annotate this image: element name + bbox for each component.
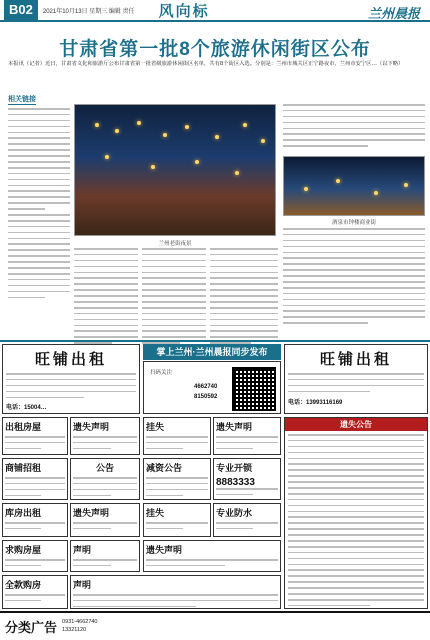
rent-ad-right-phone: 电话：13993116169	[288, 399, 343, 406]
center-phone-1: 4662740	[194, 384, 218, 390]
masthead	[0, 0, 430, 22]
headline: 甘肃省第一批8个旅游休闲街区公布	[59, 39, 371, 60]
statement-ad-1	[70, 540, 140, 572]
recruit-ad	[2, 458, 68, 500]
rent-ad-left-phone: 电话：15004…	[6, 405, 47, 412]
loss-ad-1	[143, 417, 211, 455]
leak-ad-title: 专业防水	[216, 508, 253, 518]
capital-ad	[143, 458, 211, 500]
lost-ad-2-title: 遗失声明	[216, 422, 253, 432]
column-label: 相关链接	[8, 96, 36, 103]
footer-phones	[62, 619, 97, 634]
mover-ad-title: 求购房屋	[5, 545, 42, 555]
capital-ad-title: 减资公告	[146, 463, 183, 473]
bell-tower-photo	[283, 156, 425, 216]
recruit-ad-title: 商铺招租	[5, 463, 42, 473]
body-column-4	[210, 248, 278, 348]
market-ad-title: 全款购房	[5, 580, 42, 590]
opening-ad-title: 专业开锁	[216, 463, 253, 473]
paper-logo: 兰州晨报	[367, 7, 420, 22]
rent-ad-left-title: 旺铺出租	[34, 351, 107, 368]
footer-title: 分类广告	[5, 620, 58, 635]
opening-ad	[213, 458, 281, 500]
market-ad	[2, 575, 68, 609]
lead-paragraph: 本报讯（记者）近日，甘肃省文化和旅游厅公布甘肃省第一批省级旅游休闲街区名单，共有8个街区入选。分别是：兰州市城关区正宁路夜市、兰州市安宁区…（以下略）	[8, 61, 404, 67]
wanted-ad-title: 出租房屋	[5, 422, 42, 432]
statement-ad-2	[70, 575, 281, 609]
night-street-photo	[74, 104, 276, 236]
center-banner: 掌上兰州·兰州晨报同步发布	[143, 344, 281, 360]
classified-footer	[0, 611, 430, 640]
relocation-notice-title: 遗失公告	[285, 418, 427, 431]
body-column-right	[283, 104, 425, 151]
center-contact-box	[143, 361, 281, 414]
mover-ad	[2, 540, 68, 572]
loss-ad-2	[143, 503, 211, 537]
qr-label: 扫码关注	[150, 370, 173, 376]
qr-code	[232, 367, 276, 411]
lost-ad-4-title: 遗失声明	[146, 545, 183, 555]
footer-phone-2: 13321120	[62, 626, 87, 633]
rent-ad-left	[2, 344, 140, 414]
furniture-ad-title: 库房出租	[5, 508, 42, 518]
relocation-notice	[284, 417, 428, 609]
center-main-phone: 8883333	[216, 477, 255, 488]
main-photo-caption: 兰州老街夜景	[158, 241, 192, 247]
notice-ad	[70, 458, 140, 500]
body-column-3	[142, 248, 206, 348]
lost-ad-1	[70, 417, 140, 455]
side-photo-caption: 酒泉市钟楼商业街	[331, 220, 376, 226]
ads-divider	[0, 340, 430, 342]
loss-ad-2-title: 挂失	[146, 508, 165, 518]
body-column-right-2	[283, 228, 425, 328]
leak-ad	[213, 503, 281, 537]
body-column-1	[8, 108, 70, 302]
rent-ad-right-title: 旺铺出租	[319, 351, 392, 368]
furniture-ad	[2, 503, 68, 537]
page-code: B02	[4, 0, 38, 20]
section-name: 风向标	[158, 1, 210, 20]
lost-ad-3	[70, 503, 140, 537]
statement-ad-2-title: 声明	[73, 580, 92, 590]
wanted-ad	[2, 417, 68, 455]
statement-ad-1-title: 声明	[73, 545, 92, 555]
body-column-2	[74, 248, 138, 348]
lost-ad-2	[213, 417, 281, 455]
lost-ad-4	[143, 540, 281, 572]
footer-phone-1: 0931-4662740	[62, 619, 98, 625]
lost-ad-1-title: 遗失声明	[73, 422, 110, 432]
lost-ad-3-title: 遗失声明	[73, 508, 110, 518]
loss-ad-1-title: 挂失	[146, 422, 165, 432]
center-phone-2: 8150592	[194, 394, 218, 400]
rent-ad-right	[284, 344, 428, 414]
notice-ad-title: 公告	[95, 463, 114, 473]
date-line: 2021年10月13日 星期三 编辑 责任	[42, 8, 135, 15]
